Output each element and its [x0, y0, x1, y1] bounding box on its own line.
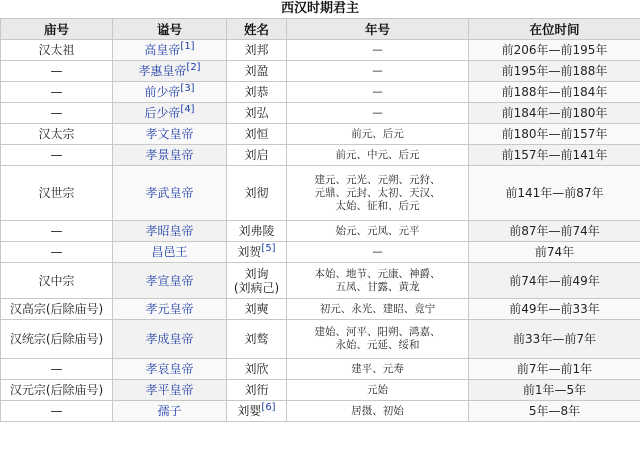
reference-link[interactable]: [5] [261, 243, 276, 254]
cell-personal-name [227, 61, 287, 82]
cell-temple-name [1, 263, 113, 299]
posthumous-name-link[interactable]: 孝哀皇帝 [145, 362, 194, 376]
cell-posthumous-name [113, 61, 227, 82]
cell-temple-name [1, 359, 113, 380]
reference-link[interactable]: [2] [186, 62, 201, 73]
cell-personal-name [227, 124, 287, 145]
personal-name-text: 刘贺 [237, 245, 262, 259]
temple-name-text: 汉中宗 [38, 273, 75, 288]
table-row [1, 242, 640, 263]
cell-era-names [287, 359, 469, 380]
cell-posthumous-name [113, 103, 227, 124]
cell-personal-name [227, 380, 287, 401]
reign-period-text: 前180年—前157年 [501, 127, 608, 141]
temple-name-text: — [50, 106, 63, 120]
cell-personal-name [227, 40, 287, 61]
cell-personal-name [227, 299, 287, 320]
table-row [1, 401, 640, 422]
personal-name-text: 刘骜 [244, 332, 269, 346]
cell-reign-period [469, 221, 640, 242]
reign-period-text: 前49年—前33年 [509, 302, 600, 316]
era-name-line: 前元、中元、后元 [335, 148, 420, 161]
era-name-line: 太始、征和、后元 [335, 199, 420, 212]
personal-name-text: 刘弗陵 [238, 224, 275, 238]
personal-name-text: 刘恒 [244, 127, 269, 141]
cell-era-names [287, 103, 469, 124]
personal-name-text: 刘彻 [244, 186, 269, 200]
table-row [1, 221, 640, 242]
posthumous-name-link[interactable]: 孝宣皇帝 [145, 273, 194, 288]
reign-period-text: 5年—8年 [528, 404, 581, 418]
personal-name-text: 刘欣 [244, 362, 269, 376]
era-name-line: — [372, 64, 383, 77]
reign-period-text: 前33年—前7年 [513, 332, 596, 346]
reign-period-text: 前188年—前184年 [501, 85, 608, 99]
reference-link[interactable]: [4] [180, 104, 195, 115]
temple-name-text: 汉元宗(后除庙号) [9, 383, 104, 397]
cell-era-names [287, 145, 469, 166]
cell-era-names [287, 61, 469, 82]
table-row [1, 40, 640, 61]
reign-period-text: 前1年—5年 [522, 383, 587, 397]
cell-temple-name [1, 145, 113, 166]
era-name-line: — [372, 85, 383, 98]
table-row [1, 263, 640, 299]
cell-reign-period [469, 359, 640, 380]
reign-period-text: 前141年—前87年 [505, 186, 604, 200]
temple-name-text: — [50, 148, 63, 162]
table-row [1, 145, 640, 166]
temple-name-text: 汉世宗 [38, 186, 75, 200]
cell-personal-name [227, 166, 287, 221]
era-name-line: 初元、永光、建昭、竟宁 [319, 302, 436, 315]
cell-personal-name [227, 103, 287, 124]
cell-reign-period [469, 82, 640, 103]
era-name-line: 居摄、初始 [351, 404, 404, 417]
personal-name-text: 刘邦 [244, 43, 269, 57]
header-era-name: 年号 [287, 19, 469, 40]
era-name-line: — [372, 245, 383, 258]
cell-temple-name [1, 40, 113, 61]
cell-temple-name [1, 242, 113, 263]
reference-link[interactable]: [1] [180, 41, 195, 52]
era-name-line: 元始 [367, 383, 388, 396]
cell-reign-period [469, 145, 640, 166]
cell-reign-period [469, 380, 640, 401]
personal-name-text: 刘恭 [244, 85, 269, 99]
table-row [1, 61, 640, 82]
cell-temple-name [1, 166, 113, 221]
reign-period-text: 前206年—前195年 [501, 43, 608, 57]
table-body [1, 40, 640, 422]
cell-reign-period [469, 263, 640, 299]
cell-posthumous-name [113, 124, 227, 145]
personal-name-text: 刘衎 [244, 383, 269, 397]
cell-posthumous-name [113, 401, 227, 422]
era-name-line: 始元、元凤、元平 [335, 224, 420, 237]
cell-era-names [287, 166, 469, 221]
header-posthumous-name: 谥号 [113, 19, 227, 40]
cell-temple-name [1, 401, 113, 422]
posthumous-name-link[interactable]: 高皇帝 [144, 43, 181, 57]
posthumous-name-link[interactable]: 前少帝 [144, 85, 181, 99]
era-name-line: 五凤、甘露、黄龙 [335, 280, 420, 293]
cell-reign-period [469, 103, 640, 124]
cell-personal-name [227, 145, 287, 166]
cell-reign-period [469, 320, 640, 359]
personal-name-text: 刘盈 [244, 64, 269, 78]
cell-temple-name [1, 103, 113, 124]
era-name-line: 本始、地节、元康、神爵、 [314, 267, 441, 280]
cell-posthumous-name [113, 242, 227, 263]
posthumous-name-link[interactable]: 孝昭皇帝 [145, 224, 194, 238]
era-name-line: 元鼎、元封、太初、天汉、 [314, 186, 441, 199]
temple-name-text: — [50, 404, 63, 418]
cell-temple-name [1, 299, 113, 320]
cell-posthumous-name [113, 380, 227, 401]
cell-posthumous-name [113, 82, 227, 103]
cell-temple-name [1, 61, 113, 82]
cell-temple-name [1, 380, 113, 401]
table-row [1, 320, 640, 359]
cell-temple-name [1, 221, 113, 242]
cell-reign-period [469, 401, 640, 422]
cell-posthumous-name [113, 320, 227, 359]
era-name-line: 建始、河平、阳朔、鸿嘉、 [314, 326, 441, 338]
personal-name-text: 刘询 [244, 266, 269, 281]
temple-name-text: — [50, 245, 63, 259]
cell-era-names [287, 82, 469, 103]
table-row [1, 82, 640, 103]
table-row [1, 380, 640, 401]
temple-name-text: — [50, 224, 63, 238]
cell-reign-period [469, 166, 640, 221]
reference-link[interactable]: [6] [261, 402, 276, 413]
cell-reign-period [469, 299, 640, 320]
temple-name-text: 汉太宗 [38, 127, 75, 141]
cell-temple-name [1, 320, 113, 359]
cell-posthumous-name [113, 263, 227, 299]
temple-name-text: — [50, 64, 63, 78]
cell-era-names [287, 221, 469, 242]
cell-reign-period [469, 61, 640, 82]
era-name-line: — [372, 106, 383, 119]
reign-period-text: 前7年—前1年 [516, 362, 593, 376]
personal-name-text: 刘启 [244, 148, 269, 162]
header-personal-name: 姓名 [227, 19, 287, 40]
reign-period-text: 前74年—前49年 [509, 273, 600, 288]
personal-name-text: 刘婴 [237, 404, 262, 418]
table-row [1, 166, 640, 221]
temple-name-text: 汉高宗(后除庙号) [9, 302, 104, 316]
posthumous-name-link[interactable]: 后少帝 [144, 106, 181, 120]
reign-period-text: 前87年—前74年 [509, 224, 600, 238]
header-temple-name: 庙号 [1, 19, 113, 40]
cell-posthumous-name [113, 166, 227, 221]
table-row [1, 124, 640, 145]
posthumous-name-link[interactable]: 昌邑王 [151, 245, 188, 259]
temple-name-text: — [50, 362, 63, 376]
cell-reign-period [469, 40, 640, 61]
header-row [1, 19, 640, 40]
cell-era-names [287, 124, 469, 145]
posthumous-name-link[interactable]: 孝惠皇帝 [138, 64, 187, 78]
era-name-line: 前元、后元 [351, 127, 404, 140]
monarchs-table [0, 18, 640, 422]
posthumous-name-link[interactable]: 孝文皇帝 [145, 127, 194, 141]
cell-era-names [287, 380, 469, 401]
posthumous-name-link[interactable]: 孺子 [157, 404, 182, 418]
reign-period-text: 前195年—前188年 [501, 64, 608, 78]
cell-reign-period [469, 124, 640, 145]
temple-name-text: 汉统宗(后除庙号) [9, 332, 104, 346]
cell-era-names [287, 320, 469, 359]
personal-name-text: 刘弘 [244, 106, 269, 120]
personal-name-text: 刘奭 [244, 302, 269, 316]
cell-posthumous-name [113, 221, 227, 242]
table-row [1, 359, 640, 380]
posthumous-name-link[interactable]: 孝成皇帝 [145, 332, 194, 346]
header-reign-period: 在位时间 [469, 19, 640, 40]
cell-posthumous-name [113, 40, 227, 61]
cell-personal-name [227, 82, 287, 103]
table-title: 西汉时期君主 [280, 1, 359, 16]
cell-era-names [287, 299, 469, 320]
cell-era-names [287, 40, 469, 61]
posthumous-name-link[interactable]: 孝武皇帝 [145, 186, 194, 200]
cell-era-names [287, 242, 469, 263]
cell-personal-name [227, 320, 287, 359]
cell-personal-name [227, 359, 287, 380]
cell-reign-period [469, 242, 640, 263]
cell-personal-name [227, 242, 287, 263]
cell-posthumous-name [113, 145, 227, 166]
era-name-line: 建平、元寿 [351, 362, 404, 375]
era-name-line: 永始、元延、绥和 [335, 339, 420, 351]
cell-posthumous-name [113, 359, 227, 380]
reign-period-text: 前74年 [534, 245, 575, 259]
cell-posthumous-name [113, 299, 227, 320]
cell-personal-name [227, 401, 287, 422]
alternate-name-text: (刘病己) [233, 280, 280, 295]
table-row [1, 299, 640, 320]
cell-personal-name [227, 221, 287, 242]
reign-period-text: 前157年—前141年 [501, 148, 608, 162]
temple-name-text: 汉太祖 [38, 43, 75, 57]
cell-era-names [287, 263, 469, 299]
cell-era-names [287, 401, 469, 422]
era-name-line: 建元、元光、元朔、元狩、 [314, 173, 441, 186]
temple-name-text: — [50, 85, 63, 99]
posthumous-name-link[interactable]: 孝元皇帝 [145, 302, 194, 316]
table-row [1, 103, 640, 124]
era-name-line: — [372, 43, 383, 56]
reference-link[interactable]: [3] [180, 83, 195, 94]
posthumous-name-link[interactable]: 孝平皇帝 [145, 383, 194, 397]
cell-temple-name [1, 124, 113, 145]
cell-temple-name [1, 82, 113, 103]
posthumous-name-link[interactable]: 孝景皇帝 [145, 148, 194, 162]
cell-personal-name [227, 263, 287, 299]
reign-period-text: 前184年—前180年 [501, 106, 608, 120]
